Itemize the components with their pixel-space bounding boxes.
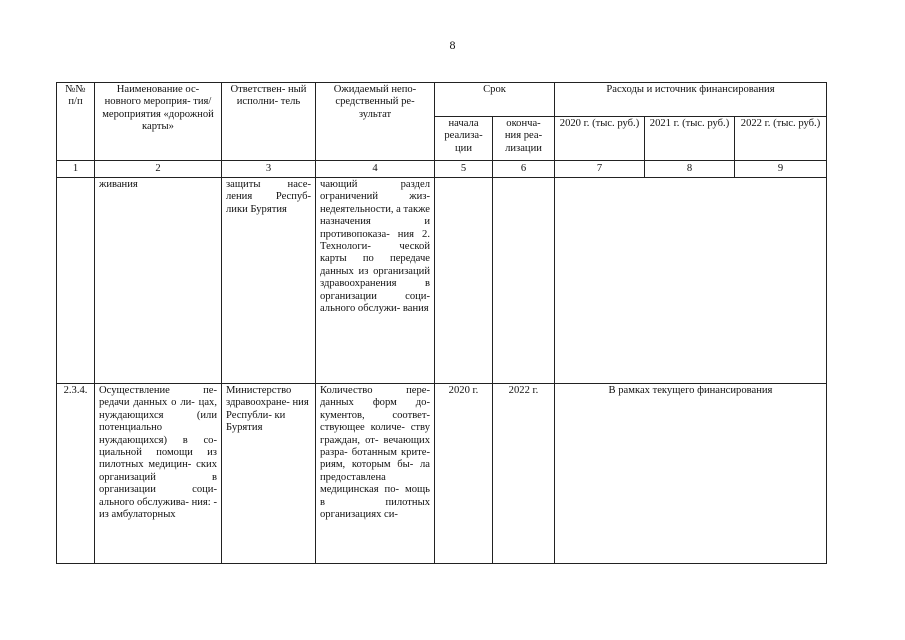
row-executor: Министерство здравоохране- ния Республи- ки Бурятия [222,384,316,564]
header-year-2022: 2022 г. (тыс. руб.) [735,117,827,161]
row-measure-name: живания [95,178,222,384]
column-number: 9 [735,161,827,178]
header-row-1 [57,83,827,117]
table-row [57,178,827,384]
column-number: 2 [95,161,222,178]
column-number: 6 [493,161,555,178]
column-number: 3 [222,161,316,178]
header-col-executor: Ответствен- ный исполни- тель [222,83,316,161]
row-financing [555,178,827,384]
column-number-row [57,161,827,178]
column-number: 1 [57,161,95,178]
row-executor: защиты насе- ления Респуб- лики Бурятия [222,178,316,384]
row-term-end: 2022 г. [493,384,555,564]
column-number: 4 [316,161,435,178]
column-number: 8 [645,161,735,178]
column-number: 5 [435,161,493,178]
header-col-name: Наименование ос- новного мероприя- тия/мероприятия «дорожной карты» [95,83,222,161]
roadmap-table [56,82,827,564]
header-col-result: Ожидаемый непо- средственный ре- зультат [316,83,435,161]
column-number: 7 [555,161,645,178]
page-number: 8 [449,38,456,52]
row-number: 2.3.4. [57,384,95,564]
header-col-term: Срок [435,83,555,117]
table-row [57,384,827,564]
header-col-finance: Расходы и источник финансирования [555,83,827,117]
header-term-start: начала реализа- ции [435,117,493,161]
row-term-start: 2020 г. [435,384,493,564]
row-financing: В рамках текущего финансирования [555,384,827,564]
row-measure-name: Осуществление пе- редачи данных о ли- цах, нуждающихся (или потенциально нуждающихся) в со- циальной помощи из пилотных медицин- ских организаций в организации соци- ального обслужива- ния: - из амбулаторных [95,384,222,564]
header-year-2021: 2021 г. (тыс. руб.) [645,117,735,161]
row-number [57,178,95,384]
row-expected-result: Количество пере- данных форм до- кументов, соответ- ствующее количе- ству граждан, от- вечающих разра- ботанным крите- риям, которым бы- ла предоставлена медицинская по- мощь в пилотных организациях си- [316,384,435,564]
header-year-2020: 2020 г. (тыс. руб.) [555,117,645,161]
row-expected-result: чающий раздел ограничений жиз- недеятельности, а также назначения и противопоказа- ния 2. Технологи- ческой карты по передаче данных из организаций здравоохранения в организации соци- ального обслужи- вания [316,178,435,384]
header-col-num: №№ п/п [57,83,95,161]
header-term-end: оконча- ния реа- лизации [493,117,555,161]
row-term-end [493,178,555,384]
row-term-start [435,178,493,384]
